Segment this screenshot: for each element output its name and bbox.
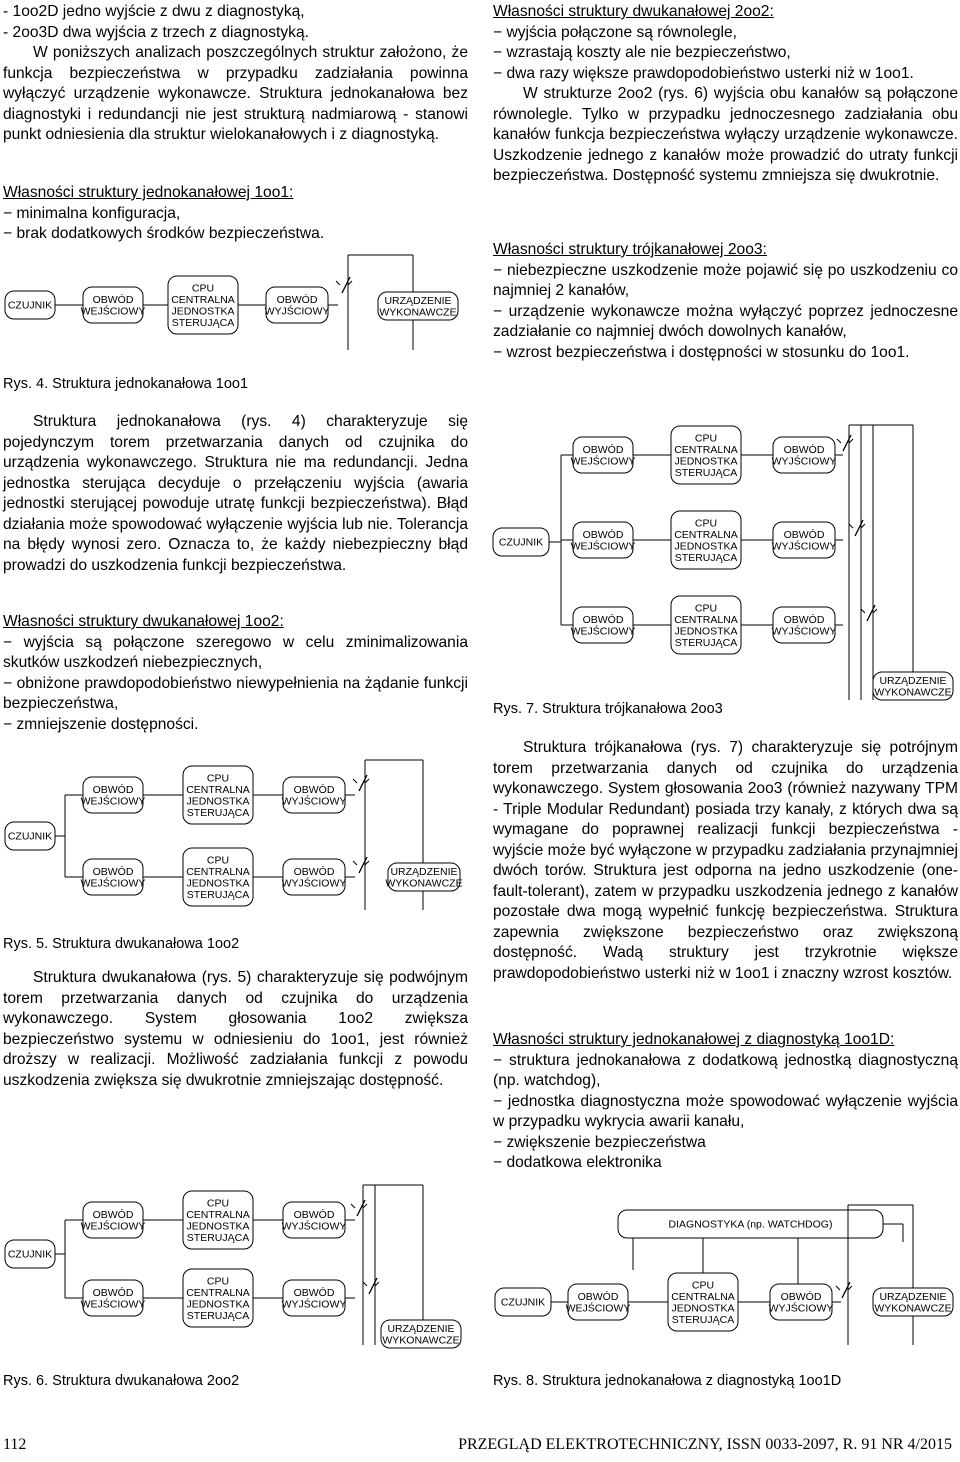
section-1oo2 xyxy=(3,612,468,735)
cpu-box-label: CENTRALNA xyxy=(186,1286,250,1299)
cpu-box-label: JEDNOSTKA xyxy=(186,795,250,808)
cpu-box-label: JEDNOSTKA xyxy=(186,877,250,890)
input-circuit-box-label: OBWÓD xyxy=(577,1290,619,1303)
list-item: − wzrost bezpieczeństwa i dostępności w stosunku do 1oo1. xyxy=(493,343,958,364)
actuator-box-label: WYKONAWCZE xyxy=(385,877,463,890)
cpu-box-label: STERUJĄCA xyxy=(171,316,235,329)
intro-line: - 1oo2D jedno wyjście z dwu z diagnostyką, xyxy=(3,3,305,20)
cpu-box-label: CENTRALNA xyxy=(671,1290,735,1303)
input-circuit-box-label: OBWÓD xyxy=(92,865,134,878)
cpu-box-label: JEDNOSTKA xyxy=(186,1298,250,1311)
sensor-box-label: CZUJNIK xyxy=(7,1248,53,1261)
list-item: − zmniejszenie dostępności. xyxy=(3,715,468,736)
switch-mark xyxy=(849,524,865,528)
switch-contact xyxy=(359,775,367,791)
switch-mark xyxy=(351,1204,367,1208)
input-circuit-box-label: OBWÓD xyxy=(582,443,624,456)
actuator-box-label: URZĄDZENIE xyxy=(879,1290,947,1303)
output-circuit-box-label: OBWÓD xyxy=(293,865,335,878)
output-circuit-box-label: OBWÓD xyxy=(783,528,825,541)
cpu-box-label: JEDNOSTKA xyxy=(674,540,738,553)
cpu-box-label: CENTRALNA xyxy=(674,613,738,626)
switch-contact xyxy=(342,277,350,293)
output-circuit-box-label: WYJŚCIOWY xyxy=(281,1298,347,1311)
output-circuit-box-label: WYJŚCIOWY xyxy=(281,1220,347,1233)
figure-caption: Rys. 5. Struktura dwukanałowa 1oo2 xyxy=(3,936,240,952)
cpu-box-label: CENTRALNA xyxy=(171,293,235,306)
list-item: − jednostka diagnostyczna może spowodować wyłączenie wyjścia w przypadku wykrycia awarii kanału, xyxy=(493,1092,958,1133)
output-circuit-box-label: WYJŚCIOWY xyxy=(768,1302,834,1315)
cpu-box-label: CPU xyxy=(206,1197,230,1210)
cpu-box-label: JEDNOSTKA xyxy=(671,1302,735,1315)
output-circuit-box-label: WYJŚCIOWY xyxy=(264,305,330,318)
switch-mark xyxy=(363,1282,379,1286)
cpu-box-label: STERUJĄCA xyxy=(186,1309,250,1322)
input-circuit-box-label: WEJŚCIOWY xyxy=(80,877,146,890)
output-circuit-box-label: OBWÓD xyxy=(783,443,825,456)
paragraph: Struktura trójkanałowa (rys. 7) charakteryzuje się potrójnym torem przetwarzania danych od czujnika do urządzenia wykonawczego. System głosowania 2oo3 (również nazywany TPM - Triple Modular Redundant) posiada trzy kanały, z których dwa są wymagane do poprawnej realizacji funkcji bezpieczeństwa - wyjście może być wyłączone w przypadku zadziałania przynajmniej dwóch torów. Struktura jest odporna na jedno uszkodzenie (one-fault-tolerant), zatem w przypadku uszkodzenia jednego z kanałów pozostałe dwa mogą wypełnić funkcję bezpieczeństwa. Struktura zapewnia zwiększone bezpieczeństwo oraz zwiększoną dostępność. Wadą struktury jest trzykrotnie większe prawdopodobieństwo usterki niż w 1oo1 i znaczny wzrost kosztów. xyxy=(493,739,958,982)
output-circuit-box-label: WYJŚCIOWY xyxy=(771,625,837,638)
figure-8-diagram xyxy=(493,1200,958,1350)
figure-6-diagram xyxy=(3,1180,468,1350)
switch-contact xyxy=(369,1278,377,1294)
figure-caption: Rys. 4. Struktura jednokanałowa 1oo1 xyxy=(3,376,249,392)
section-1oo1 xyxy=(3,183,468,245)
section-2oo3-text xyxy=(493,738,958,984)
actuator-box-label: URZĄDZENIE xyxy=(390,865,458,878)
section-1oo2-text xyxy=(3,968,468,1091)
section-2oo3 xyxy=(493,240,958,363)
paragraph: Struktura jednokanałowa (rys. 4) charakteryzuje się pojedynczym torem przetwarzania danych od czujnika do urządzenia wykonawczego. Struktura nie ma redundancji. Jedna jednostka sterująca decyduje o przełączeniu wyjścia (awaria jednostki sterującej powoduje utratę funkcji bezpieczeństwa). Błąd działania może spowodować wyłączenie wyjścia lub nie. Tolerancja na błędy wynosi zero. Oznacza to, że każdy niebezpieczny błąd prowadzi do uszkodzenia funkcji bezpieczeństwa. xyxy=(3,413,468,574)
list-item: − zwiększenie bezpieczeństwa xyxy=(493,1133,958,1154)
sensor-box-label: CZUJNIK xyxy=(500,1296,546,1309)
output-circuit-box-label: WYJŚCIOWY xyxy=(281,877,347,890)
cpu-box-label: JEDNOSTKA xyxy=(674,625,738,638)
input-circuit-box-label: OBWÓD xyxy=(92,1208,134,1221)
cpu-box-label: JEDNOSTKA xyxy=(186,1220,250,1233)
cpu-box-label: CPU xyxy=(694,517,718,530)
journal-footer: PRZEGLĄD ELEKTROTECHNICZNY, ISSN 0033-2097, R. 91 NR 4/2015 xyxy=(458,1436,952,1453)
cpu-box-label: JEDNOSTKA xyxy=(171,305,235,318)
list-item: − dwa razy większe prawdopodobieństwo usterki niż w 1oo1. xyxy=(493,64,958,85)
paragraph: W strukturze 2oo2 (rys. 6) wyjścia obu kanałów są połączone równolegle. Tylko w przypadku jednoczesnego zadziałania obu kanałów funkcja bezpieczeństwa wyłączy urządzenie wykonawcze. Uszkodzenie jednego z kanałów może prowadzić do utraty funkcji bezpieczeństwa. Dostępność systemu zmniejsza się dwukrotnie. xyxy=(493,85,958,184)
figure-5-diagram xyxy=(3,755,468,915)
sensor-box-label: CZUJNIK xyxy=(7,830,53,843)
cpu-box-label: STERUJĄCA xyxy=(186,1231,250,1244)
output-circuit-box-label: OBWÓD xyxy=(293,783,335,796)
cpu-box-label: CENTRALNA xyxy=(186,783,250,796)
section-heading: Własności struktury trójkanałowej 2oo3: xyxy=(493,241,767,258)
intro-paragraph: W poniższych analizach poszczególnych struktur założono, że funkcja bezpieczeństwa w przypadku zadziałania powinna wyłączyć urządzenie wykonawcze. Struktura jednokanałowa bez diagnostyki i redundancji nie jest strukturą nadmiarową - stanowi punkt odniesienia dla struktur wielokanałowych i z diagnostyką. xyxy=(3,44,468,143)
diagnostics-box-label: DIAGNOSTYKA (np. WATCHDOG) xyxy=(668,1218,833,1231)
switch-contact xyxy=(357,1200,365,1216)
list-item: − brak dodatkowych środków bezpieczeństwa. xyxy=(3,224,468,245)
sensor-box-label: CZUJNIK xyxy=(498,536,544,549)
cpu-box-label: CENTRALNA xyxy=(674,443,738,456)
figure-7-diagram xyxy=(493,420,958,705)
list-item: − minimalna konfiguracja, xyxy=(3,204,468,225)
output-circuit-box-label: OBWÓD xyxy=(293,1286,335,1299)
paragraph: Struktura dwukanałowa (rys. 5) charakteryzuje się podwójnym torem przetwarzania danych od czujnika do urządzenia wykonawczego. System głosowania 1oo2 zwiększa bezpieczeństwo systemu w odniesieniu do 1oo1, jest również droższy w realizacji. Możliwość zadziałania funkcji z powodu uszkodzenia zwiększa się dwukrotnie zmniejszając dostępność. xyxy=(3,969,468,1089)
switch-contact xyxy=(855,520,863,536)
input-circuit-box-label: WEJŚCIOWY xyxy=(80,305,146,318)
cpu-box-label: CPU xyxy=(691,1279,715,1292)
actuator-box-label: WYKONAWCZE xyxy=(874,686,952,699)
input-circuit-box-label: WEJŚCIOWY xyxy=(80,1220,146,1233)
cpu-box-label: STERUJĄCA xyxy=(186,806,250,819)
actuator-box-label: URZĄDZENIE xyxy=(387,1322,455,1335)
input-circuit-box-label: WEJŚCIOWY xyxy=(570,540,636,553)
switch-mark xyxy=(353,779,369,783)
cpu-box-label: STERUJĄCA xyxy=(674,636,738,649)
figure-caption: Rys. 8. Struktura jednokanałowa z diagnostyką 1oo1D xyxy=(493,1373,842,1389)
output-circuit-box-label: OBWÓD xyxy=(780,1290,822,1303)
cpu-box-label: CPU xyxy=(206,772,230,785)
list-item: − niebezpieczne uszkodzenie może pojawić się po uszkodzeniu co najmniej 2 kanałów, xyxy=(493,261,958,302)
actuator-box-label: WYKONAWCZE xyxy=(874,1302,952,1315)
output-circuit-box-label: OBWÓD xyxy=(293,1208,335,1221)
input-circuit-box-label: WEJŚCIOWY xyxy=(570,455,636,468)
actuator-box-label: URZĄDZENIE xyxy=(384,294,452,307)
switch-contact xyxy=(842,1282,850,1298)
switch-contact xyxy=(359,857,367,873)
section-heading: Własności struktury dwukanałowej 1oo2: xyxy=(3,613,284,630)
input-circuit-box-label: WEJŚCIOWY xyxy=(565,1302,631,1315)
section-2oo2 xyxy=(493,2,958,187)
cpu-box-label: STERUJĄCA xyxy=(671,1313,735,1326)
input-circuit-box-label: OBWÓD xyxy=(582,613,624,626)
list-item: − dodatkowa elektronika xyxy=(493,1153,958,1174)
input-circuit-box-label: WEJŚCIOWY xyxy=(570,625,636,638)
page-number: 112 xyxy=(3,1436,27,1453)
switch-contact xyxy=(867,605,875,621)
output-circuit-box-label: WYJŚCIOWY xyxy=(771,455,837,468)
cpu-box-label: JEDNOSTKA xyxy=(674,455,738,468)
switch-mark xyxy=(353,861,369,865)
actuator-box-label: URZĄDZENIE xyxy=(879,674,947,687)
list-item: − urządzenie wykonawcze można wyłączyć poprzez jednoczesne zadziałanie co najmniej dwóch dowolnych kanałów, xyxy=(493,302,958,343)
list-item: − wyjścia połączone są równolegle, xyxy=(493,23,958,44)
list-item: − wyjścia są połączone szeregowo w celu zminimalizowania skutków uszkodzeń niebezpiecznych, xyxy=(3,633,468,674)
cpu-box-label: CENTRALNA xyxy=(674,528,738,541)
cpu-box-label: CENTRALNA xyxy=(186,865,250,878)
section-heading: Własności struktury jednokanałowej 1oo1: xyxy=(3,184,294,201)
switch-mark xyxy=(861,609,877,613)
input-circuit-box-label: OBWÓD xyxy=(92,293,134,306)
cpu-box-label: STERUJĄCA xyxy=(186,888,250,901)
figure-caption: Rys. 7. Struktura trójkanałowa 2oo3 xyxy=(493,701,723,717)
section-heading: Własności struktury dwukanałowej 2oo2: xyxy=(493,3,774,20)
output-circuit-box-label: OBWÓD xyxy=(783,613,825,626)
cpu-box-label: CPU xyxy=(206,854,230,867)
input-circuit-box-label: OBWÓD xyxy=(92,1286,134,1299)
switch-contact xyxy=(843,435,851,451)
section-1oo1-text xyxy=(3,412,468,576)
intro-list xyxy=(3,2,468,146)
cpu-box-label: CENTRALNA xyxy=(186,1208,250,1221)
section-heading: Własności struktury jednokanałowej z diagnostyką 1oo1D: xyxy=(493,1031,895,1048)
output-circuit-box-label: OBWÓD xyxy=(276,293,318,306)
input-circuit-box-label: WEJŚCIOWY xyxy=(80,795,146,808)
section-1oo1d xyxy=(493,1030,958,1174)
switch-mark xyxy=(336,281,352,285)
input-circuit-box-label: WEJŚCIOWY xyxy=(80,1298,146,1311)
cpu-box-label: CPU xyxy=(206,1275,230,1288)
switch-mark xyxy=(837,439,853,443)
sensor-box-label: CZUJNIK xyxy=(7,299,53,312)
figure-4-diagram xyxy=(3,250,468,360)
cpu-box-label: STERUJĄCA xyxy=(674,551,738,564)
figure-caption: Rys. 6. Struktura dwukanałowa 2oo2 xyxy=(3,1373,240,1389)
input-circuit-box-label: OBWÓD xyxy=(582,528,624,541)
input-circuit-box-label: OBWÓD xyxy=(92,783,134,796)
actuator-box-label: WYKONAWCZE xyxy=(379,306,457,319)
cpu-box-label: STERUJĄCA xyxy=(674,466,738,479)
cpu-box-label: CPU xyxy=(191,282,215,295)
list-item: − obniżone prawdopodobieństwo niewypełnienia na żądanie funkcji bezpieczeństwa, xyxy=(3,674,468,715)
output-circuit-box-label: WYJŚCIOWY xyxy=(771,540,837,553)
list-item: − struktura jednokanałowa z dodatkową jednostką diagnostyczną (np. watchdog), xyxy=(493,1051,958,1092)
cpu-box-label: CPU xyxy=(694,602,718,615)
cpu-box-label: CPU xyxy=(694,432,718,445)
actuator-box-label: WYKONAWCZE xyxy=(382,1334,460,1347)
list-item: − wzrastają koszty ale nie bezpieczeństwo, xyxy=(493,43,958,64)
output-circuit-box-label: WYJŚCIOWY xyxy=(281,795,347,808)
intro-line: - 2oo3D dwa wyjścia z trzech z diagnostyką. xyxy=(3,23,309,41)
switch-mark xyxy=(836,1286,852,1290)
